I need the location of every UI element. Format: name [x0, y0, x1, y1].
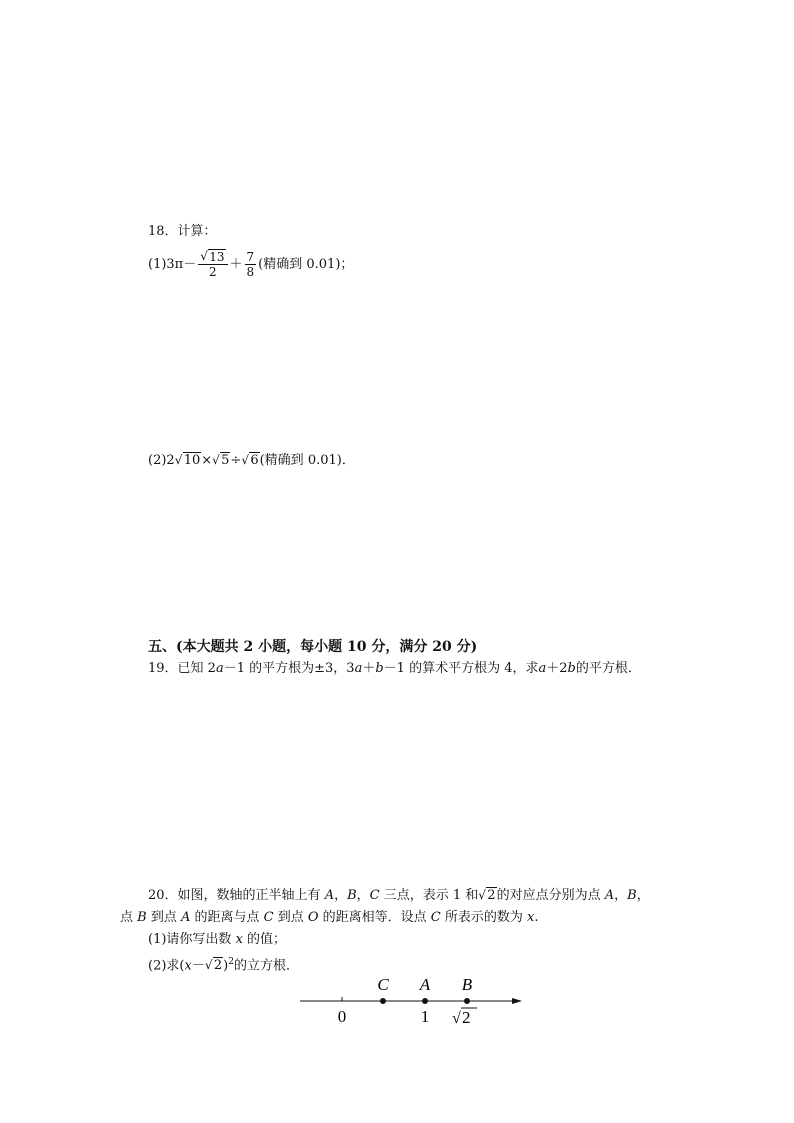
q19-seg: ＋	[362, 661, 376, 676]
q18-p1-fraction1	[198, 250, 227, 279]
q19-seg: －1 的平方根为±3，3	[223, 661, 355, 676]
arrow-right-icon	[512, 998, 522, 1004]
q19-seg: －1 的算术平方根为 4，求	[383, 661, 539, 676]
q20-seg: (1)请你写出数	[148, 932, 236, 947]
q19-seg: ＋2	[546, 661, 568, 676]
q20-seg: 到点	[146, 910, 181, 925]
q19-var-b: b	[375, 661, 384, 676]
q18-p1-den1: 2	[209, 265, 217, 279]
q20-seg: (2)求(	[148, 958, 185, 974]
q20-point-c: C	[430, 910, 441, 925]
q19-var-a: a	[354, 661, 363, 676]
q20-exponent: 2	[228, 957, 234, 967]
tick-label-sqrt2-radicand: 2	[462, 1008, 471, 1027]
q20-var-x: x	[235, 932, 243, 947]
q18-p1-prefix: (1)3π－	[148, 257, 197, 272]
q20-point-a: A	[604, 888, 615, 903]
point-c-dot	[380, 998, 386, 1004]
q20-seg: ，	[636, 888, 650, 903]
q19-seg: 的平方根．	[575, 661, 641, 676]
q20-seg: －	[191, 958, 205, 974]
q20-line1	[148, 888, 650, 904]
q18-p1-fraction2	[245, 250, 257, 279]
q18-p1-num2: 7	[246, 250, 255, 264]
tick-label-0: 0	[337, 1007, 347, 1026]
q18-p2-div: ÷	[230, 453, 242, 468]
q19-var-b: b	[567, 661, 576, 676]
q20-var-x: x	[184, 958, 192, 974]
q20-line3	[148, 932, 286, 948]
point-b-label: B	[461, 975, 473, 994]
q20-seg: 点	[120, 910, 138, 925]
q19-var-a: a	[215, 661, 224, 676]
q18-p1-suffix: (精确到 0.01)；	[258, 257, 354, 272]
number-line-figure	[296, 970, 528, 1030]
q20-seg: 所表示的数为	[440, 910, 527, 925]
q18-p2-suffix: (精确到 0.01)．	[259, 453, 355, 468]
q20-seg: 20．如图，数轴的正半轴上有	[148, 888, 325, 903]
point-c-label: C	[377, 975, 389, 994]
q20-point-c: C	[263, 910, 274, 925]
q20-seg: .	[534, 910, 539, 925]
point-b-dot	[464, 998, 470, 1004]
q20-seg: ，	[334, 888, 348, 903]
q19-seg: 19．已知 2	[148, 661, 216, 676]
q20-seg: 的距离相等．设点	[318, 910, 431, 925]
section5-header: 五、(本大题共 2 小题，每小题 10 分，满分 20 分)	[148, 639, 478, 655]
q19-text	[148, 661, 641, 677]
q20-seg: 的立方根．	[233, 958, 299, 974]
q18-p2-prefix: (2)2	[148, 453, 175, 468]
q18-p2-sqrt6: 6	[250, 453, 259, 468]
q20-point-a: A	[180, 910, 191, 925]
q20-seg: ，	[356, 888, 370, 903]
q20-sqrt2: 2	[213, 958, 223, 974]
q20-seg: ，	[614, 888, 628, 903]
point-a-label: A	[419, 975, 431, 994]
q20-seg: 三点，表示 1 和	[379, 888, 479, 903]
q20-seg: )	[223, 958, 229, 974]
q20-point-c: C	[369, 888, 380, 903]
q20-seg: 的对应点分别为点	[496, 888, 605, 903]
q18-title: 18．计算：	[148, 224, 217, 239]
q20-point-o: O	[307, 910, 319, 925]
q20-var-x: x	[527, 910, 535, 925]
q20-point-b: B	[137, 910, 147, 925]
q20-point-b: B	[627, 888, 637, 903]
q19-var-a: a	[538, 661, 547, 676]
q18-p2-times: ×	[201, 453, 213, 468]
q20-sqrt2: 2	[487, 888, 496, 903]
q20-line4	[148, 954, 299, 974]
q20-seg: 的距离与点	[190, 910, 264, 925]
q18-p2-sqrt5: 5	[221, 453, 230, 468]
q18-part1	[148, 250, 353, 280]
q18-part2	[148, 453, 355, 469]
q20-point-a: A	[324, 888, 335, 903]
q18-p1-sqrt13: 13	[209, 250, 225, 264]
q20-line2	[120, 910, 538, 926]
q18-p2-sqrt10: 10	[183, 453, 201, 468]
tick-label-1: 1	[420, 1007, 430, 1026]
q20-seg: 到点	[273, 910, 308, 925]
q18-p1-den2: 8	[246, 265, 255, 279]
tick-label-sqrt2-sign: √	[452, 1010, 461, 1027]
point-a-dot	[422, 998, 428, 1004]
q20-seg: 的值；	[242, 932, 287, 947]
q18-p1-plus: ＋	[229, 257, 243, 272]
q20-point-b: B	[347, 888, 357, 903]
